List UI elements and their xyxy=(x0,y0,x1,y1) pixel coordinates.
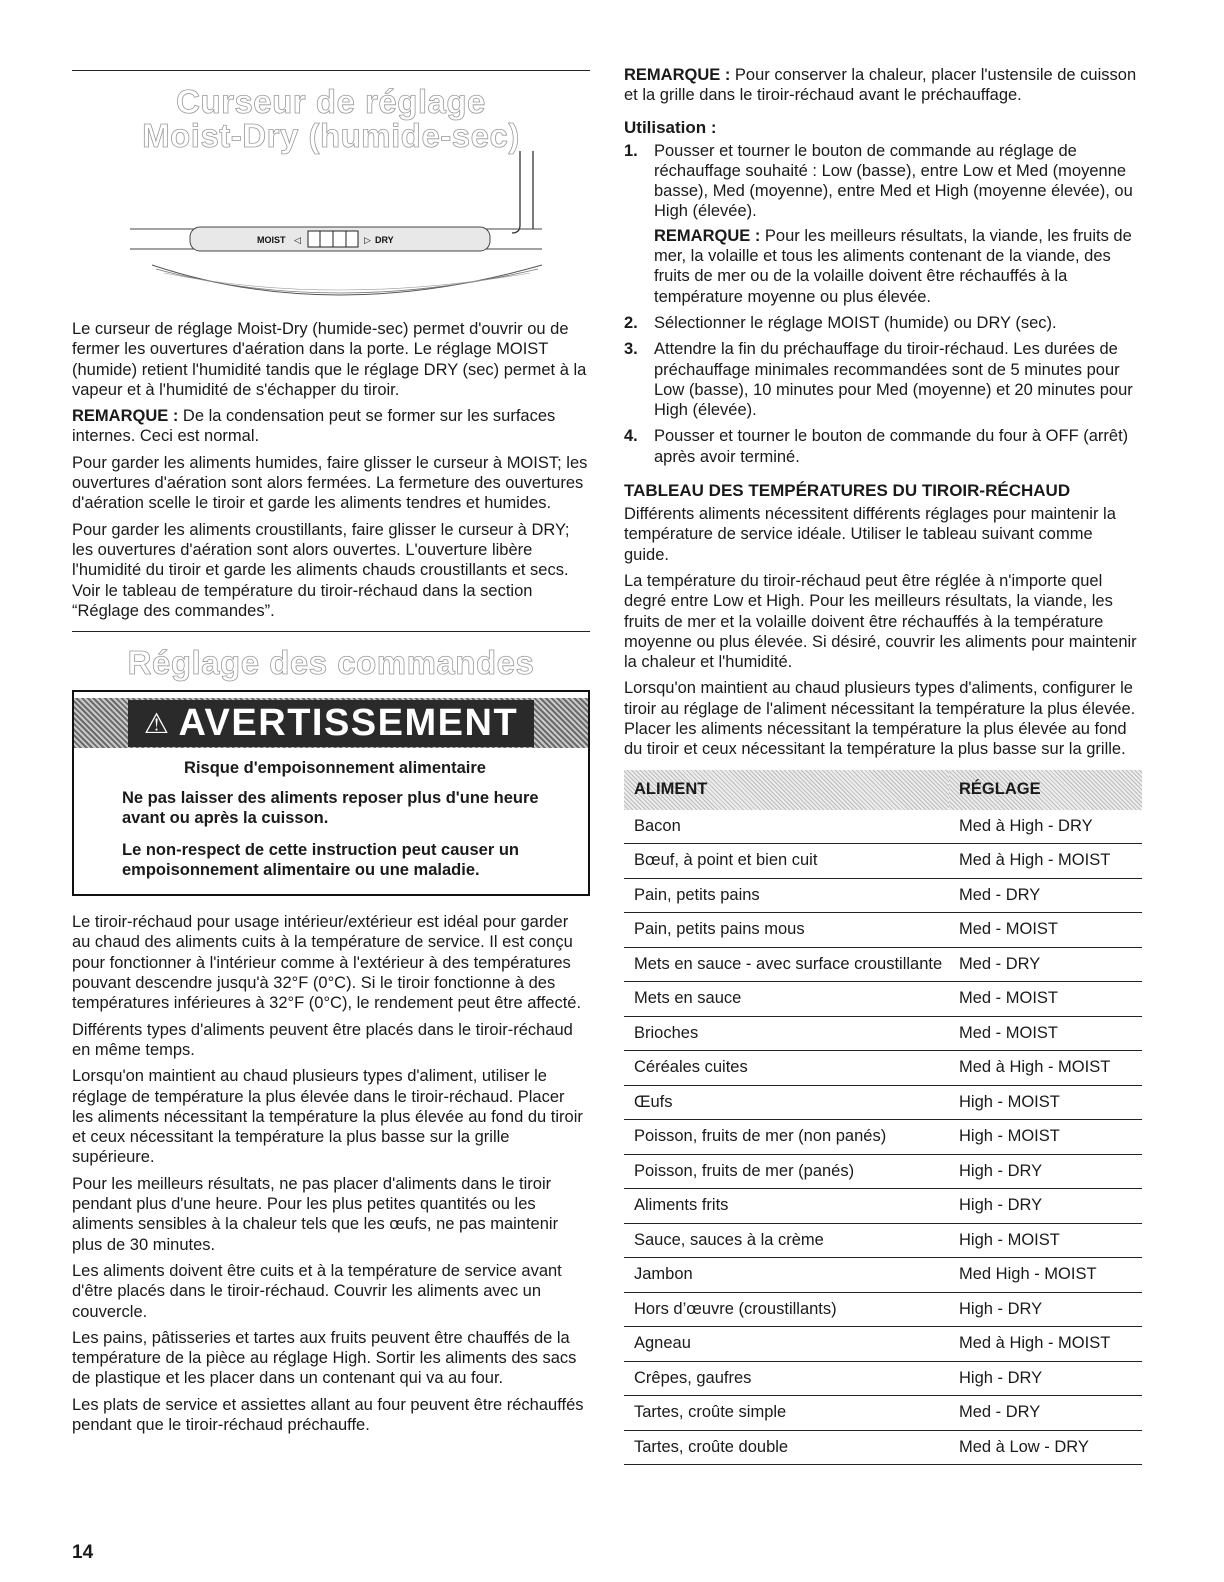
table-row xyxy=(624,1327,1142,1362)
steps-list xyxy=(624,141,1142,467)
food-cell: Mets en sauce xyxy=(624,982,949,1017)
setting-cell: High - DRY xyxy=(949,1361,1142,1396)
paragraph: Les aliments doivent être cuits et à la température de service avant d'être placés dans le tiroir-réchaud. Couvrir les aliments avec un couvercle. xyxy=(72,1261,562,1321)
table-row xyxy=(624,1120,1142,1155)
setting-cell: High - DRY xyxy=(949,1154,1142,1189)
table-row xyxy=(624,1361,1142,1396)
table-row xyxy=(624,1292,1142,1327)
setting-cell: Med - MOIST xyxy=(949,982,1142,1017)
col-header-setting: RÉGLAGE xyxy=(949,770,1142,810)
step-item: 1. Pousser et tourner le bouton de commande au réglage de réchauffage souhaité : Low (basse), entre Low et Med (moyenne basse), Med (moyenne), entre Med et High (moyenne élevée), ou High (élevée). REMARQUE : Pour les meilleurs résultats, la viande, les fruits de mer, la volaille et tous les aliments contenant de la viande, des fruits de mer ou de la volaille doivent être réchauffés à la température moyenne ou plus élevée. xyxy=(624,141,1142,307)
setting-cell: High - MOIST xyxy=(949,1223,1142,1258)
left-column xyxy=(72,0,590,1441)
table-row xyxy=(624,1396,1142,1431)
warning-triangle-icon: ⚠ xyxy=(143,707,171,739)
temperature-table xyxy=(624,770,1142,1466)
food-cell: Mets en sauce - avec surface croustillante xyxy=(624,947,949,982)
paragraph: Lorsqu'on maintient au chaud plusieurs types d'aliments, configurer le tiroir au réglage de l'aliment nécessitant la température la plus élevée. Placer les aliments nécessitant la température la plus élevée au fond du tiroir et ceux nécessitant la température la plus basse sur la grille. xyxy=(624,679,1136,759)
food-cell: Aliments frits xyxy=(624,1189,949,1224)
step-note: REMARQUE : Pour les meilleurs résultats, la viande, les fruits de mer, la volaille et tous les aliments contenant de la viande, des fruits de mer ou de la volaille doivent être réchauffés à la température moyenne ou plus élevée. xyxy=(654,226,1132,306)
table-row xyxy=(624,1085,1142,1120)
step-item: 2. Sélectionner le réglage MOIST (humide) ou DRY (sec). xyxy=(624,313,1057,332)
note-paragraph: REMARQUE : Pour conserver la chaleur, placer l'ustensile de cuisson et la grille dans le tiroir-réchaud avant le préchauffage. xyxy=(624,66,1137,105)
warning-line: Ne pas laisser des aliments reposer plus d'une heure avant ou après la cuisson. xyxy=(122,789,539,828)
table-row xyxy=(624,1016,1142,1051)
warning-title: AVERTISSEMENT xyxy=(178,701,519,744)
note-paragraph: REMARQUE : De la condensation peut se former sur les surfaces internes. Ceci est normal. xyxy=(72,407,556,446)
setting-cell: Med - MOIST xyxy=(949,1016,1142,1051)
paragraph: Le tiroir-réchaud pour usage intérieur/extérieur est idéal pour garder au chaud des aliments cuits à la température de service. Il est conçu pour fonctionner à l'intérieur comme à l'extérieur à des températures pouvant descendre jusqu'à 32°F (0°C). Si le tiroir fonctionne à des températures inférieures à 32°F (0°C), le rendement peut être affecté. xyxy=(72,913,582,1013)
food-cell: Tartes, croûte simple xyxy=(624,1396,949,1431)
food-cell: Sauce, sauces à la crème xyxy=(624,1223,949,1258)
warning-banner xyxy=(74,698,588,748)
section-title-controls: Réglage des commandes xyxy=(127,644,535,682)
setting-cell: Med - DRY xyxy=(949,947,1142,982)
note-label: REMARQUE : xyxy=(72,407,179,426)
setting-cell: Med - DRY xyxy=(949,1396,1142,1431)
setting-cell: High - DRY xyxy=(949,1189,1142,1224)
section-divider xyxy=(72,631,590,632)
paragraph: Les plats de service et assiettes allant au four peuvent être réchauffés pendant que le tiroir-réchaud préchauffe. xyxy=(72,1395,584,1434)
svg-text:▷: ▷ xyxy=(364,235,371,245)
table-row xyxy=(624,810,1142,844)
paragraph: Les pains, pâtisseries et tartes aux fruits peuvent être chauffés de la température de la pièce au réglage High. Sortir les aliments des sacs de plastique et les placer dans un contenant qui va au four. xyxy=(72,1328,577,1388)
food-cell: Agneau xyxy=(624,1327,949,1362)
food-cell: Hors d’œuvre (croustillants) xyxy=(624,1292,949,1327)
food-cell: Bacon xyxy=(624,810,949,844)
table-row xyxy=(624,878,1142,913)
col-header-food: ALIMENT xyxy=(624,770,949,810)
table-row xyxy=(624,982,1142,1017)
paragraph: La température du tiroir-réchaud peut être réglée à n'importe quel degré entre Low et High. Pour les meilleurs résultats, la viande, les fruits de mer et la volaille doivent être réchauffés à la température moyenne ou plus élevée. Si désiré, couvrir les aliments pour maintenir la chaleur et l'humidité. xyxy=(624,571,1137,672)
warning-box xyxy=(72,690,590,896)
paragraph: Pour garder les aliments humides, faire glisser le curseur à MOIST; les ouvertures d'aération sont alors fermées. La fermeture des ouvertures d'aération scelle le tiroir et garde les aliments tendres et humides. xyxy=(72,453,588,513)
paragraph: Pour garder les aliments croustillants, faire glisser le curseur à DRY; les ouvertures d'aération sont alors ouvertes. L'ouverture libère l'humidité du tiroir et garde les aliments chauds croustillants et secs. Voir le tableau de température du tiroir-réchaud dans la section “Réglage des commandes”. xyxy=(72,520,570,620)
food-cell: Céréales cuites xyxy=(624,1051,949,1086)
utilisation-heading: Utilisation : xyxy=(624,117,717,137)
table-row xyxy=(624,1154,1142,1189)
paragraph: Différents types d'aliments peuvent être placés dans le tiroir-réchaud en même temps. xyxy=(72,1020,573,1059)
food-cell: Crêpes, gaufres xyxy=(624,1361,949,1396)
note-label: REMARQUE : xyxy=(624,66,731,84)
paragraph: Différents aliments nécessitent différents réglages pour maintenir la température de service idéale. Utiliser le tableau suivant comme guide. xyxy=(624,505,1116,564)
food-cell: Poisson, fruits de mer (panés) xyxy=(624,1154,949,1189)
step-item: 4. Pousser et tourner le bouton de commande du four à OFF (arrêt) après avoir terminé. xyxy=(624,427,1129,466)
food-cell: Poisson, fruits de mer (non panés) xyxy=(624,1120,949,1155)
diagram-moist-label: MOIST xyxy=(257,235,286,245)
setting-cell: High - DRY xyxy=(949,1292,1142,1327)
table-row xyxy=(624,1051,1142,1086)
table-row xyxy=(624,1258,1142,1293)
food-cell: Pain, petits pains mous xyxy=(624,913,949,948)
setting-cell: Med à High - MOIST xyxy=(949,1051,1142,1086)
table-row xyxy=(624,844,1142,879)
table-row xyxy=(624,1189,1142,1224)
page-number: 14 xyxy=(72,1542,94,1563)
table-row xyxy=(624,1430,1142,1465)
section-divider xyxy=(72,70,590,71)
setting-cell: High - MOIST xyxy=(949,1120,1142,1155)
warning-heading: Risque d'empoisonnement alimentaire xyxy=(184,759,486,778)
setting-cell: Med à High - DRY xyxy=(949,810,1142,844)
setting-cell: Med à Low - DRY xyxy=(949,1430,1142,1465)
section-title-moist-dry: Curseur de réglage Moist-Dry (humide-sec) xyxy=(142,83,520,154)
setting-cell: Med - MOIST xyxy=(949,913,1142,948)
food-cell: Jambon xyxy=(624,1258,949,1293)
table-heading: TABLEAU DES TEMPÉRATURES DU TIROIR-RÉCHAUD xyxy=(624,481,1071,501)
food-cell: Pain, petits pains xyxy=(624,878,949,913)
step-item: 3. Attendre la fin du préchauffage du tiroir-réchaud. Les durées de préchauffage minimales recommandées sont de 5 minutes pour Low (basse), 10 minutes pour Med (moyenne) et 20 minutes pour High (élevée). xyxy=(624,340,1133,420)
food-cell: Tartes, croûte double xyxy=(624,1430,949,1465)
setting-cell: Med High - MOIST xyxy=(949,1258,1142,1293)
diagram-dry-label: DRY xyxy=(375,235,394,245)
table-row xyxy=(624,1223,1142,1258)
setting-cell: Med à High - MOIST xyxy=(949,1327,1142,1362)
paragraph: Pour les meilleurs résultats, ne pas placer d'aliments dans le tiroir pendant plus d'une heure. Pour les plus petites quantités ou les aliments sensibles à la chaleur tels que les œufs, ne pas maintenir plus de 30 minutes. xyxy=(72,1174,559,1254)
moist-dry-slider-diagram xyxy=(72,147,590,307)
right-column xyxy=(624,65,1142,1465)
svg-text:◁: ◁ xyxy=(294,235,301,245)
setting-cell: Med - DRY xyxy=(949,878,1142,913)
table-row xyxy=(624,947,1142,982)
food-cell: Œufs xyxy=(624,1085,949,1120)
setting-cell: High - MOIST xyxy=(949,1085,1142,1120)
setting-cell: Med à High - MOIST xyxy=(949,844,1142,879)
paragraph: Lorsqu'on maintient au chaud plusieurs types d'aliment, utiliser le réglage de température la plus élevée dans le tiroir-réchaud. Placer les aliments nécessitant la température la plus élevée au fond du tiroir et ceux nécessitant la température la plus basse sur la grille supérieure. xyxy=(72,1067,583,1167)
food-cell: Bœuf, à point et bien cuit xyxy=(624,844,949,879)
warning-line: Le non-respect de cette instruction peut causer un empoisonnement alimentaire ou une maladie. xyxy=(122,841,519,880)
food-cell: Brioches xyxy=(624,1016,949,1051)
paragraph: Le curseur de réglage Moist-Dry (humide-sec) permet d'ouvrir ou de fermer les ouvertures d'aération dans la porte. Le réglage MOIST (humide) retient l'humidité tandis que le réglage DRY (sec) permet à la vapeur et à l'humidité de s'échapper du tiroir. xyxy=(72,320,587,399)
table-row xyxy=(624,913,1142,948)
